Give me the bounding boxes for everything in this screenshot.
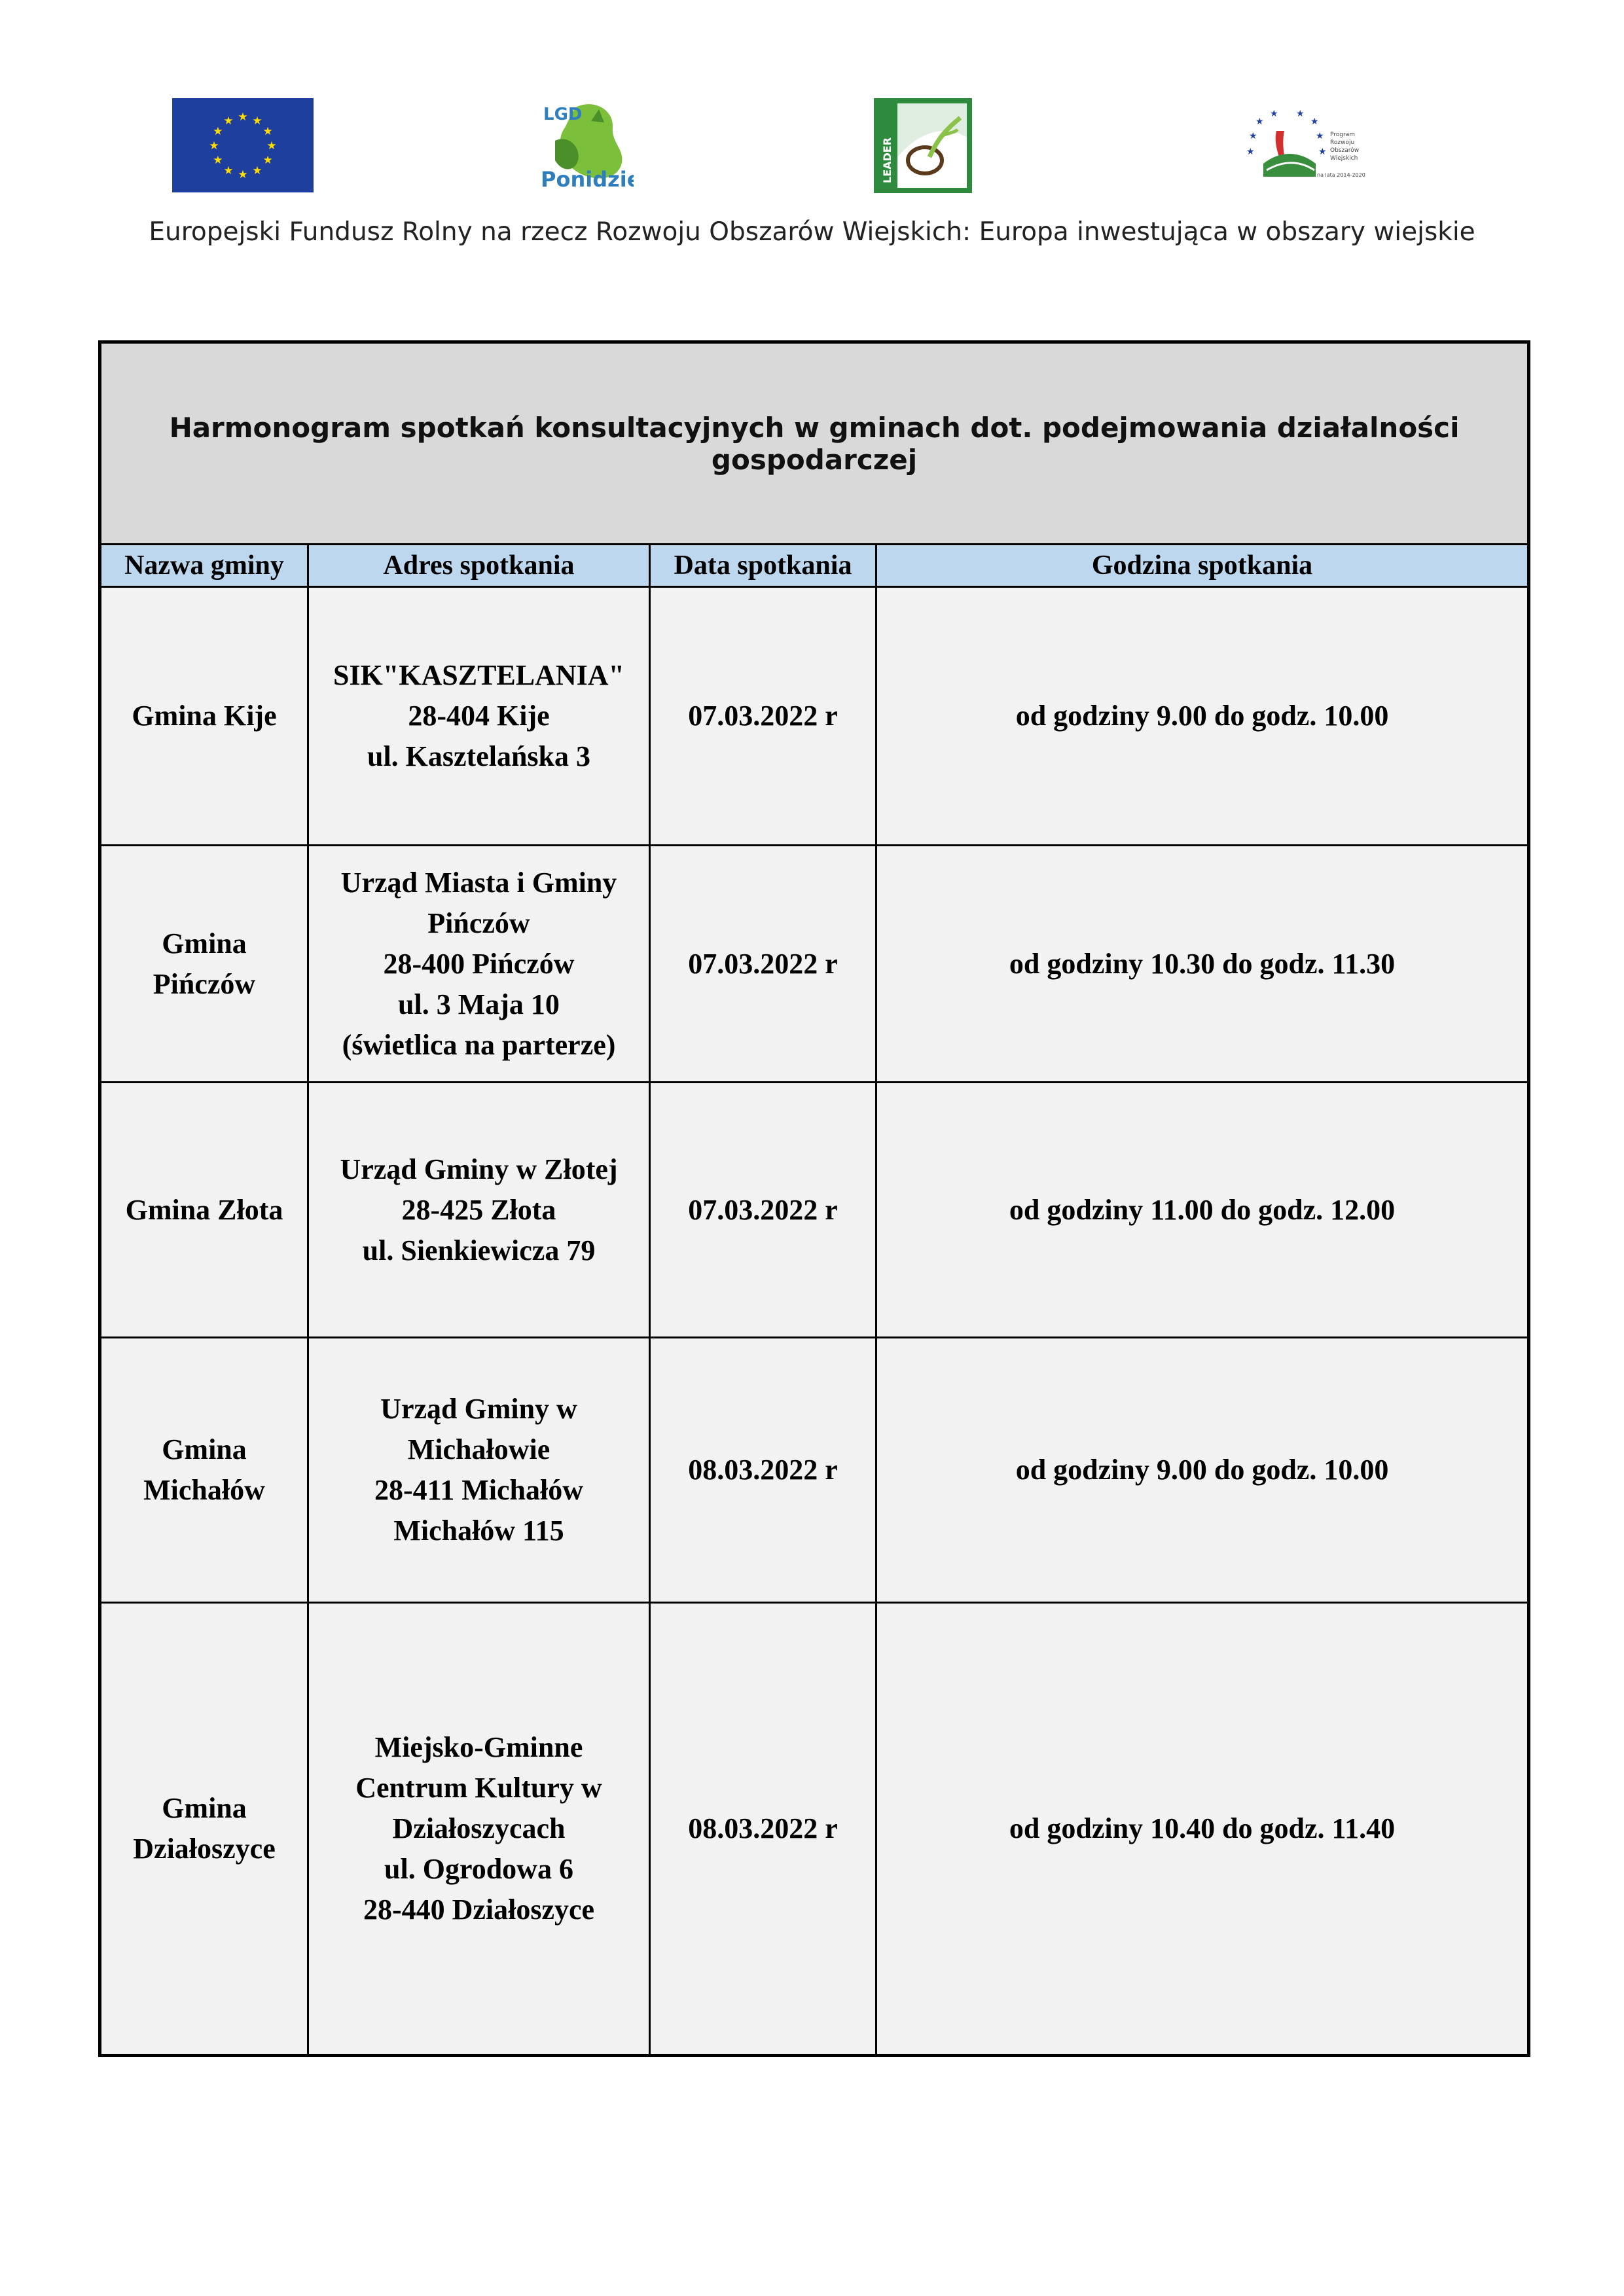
table-row	[100, 1083, 1529, 1338]
address-line: 28-425 Złota	[401, 1193, 556, 1226]
cell-gmina	[100, 587, 308, 846]
address-line: Pińczów	[427, 906, 530, 939]
cell-godzina: od godziny 10.40 do godz. 11.40	[876, 1603, 1529, 2056]
svg-text:★: ★	[1316, 131, 1324, 141]
cell-data: 08.03.2022 r	[650, 1338, 876, 1603]
prow-2014-2020-logo	[1244, 105, 1388, 190]
cell-godzina: od godziny 9.00 do godz. 10.00	[876, 587, 1529, 846]
cell-data: 07.03.2022 r	[650, 587, 876, 846]
eu-star-icon: ★	[223, 114, 234, 128]
prow-text-1: Program	[1330, 132, 1355, 138]
svg-text:★: ★	[1255, 117, 1264, 127]
cell-godzina: od godziny 9.00 do godz. 10.00	[876, 1338, 1529, 1603]
leader-logo	[874, 98, 972, 193]
prow-text-4: Wiejskich	[1330, 155, 1358, 162]
table-row	[100, 846, 1529, 1083]
svg-text:★: ★	[1249, 131, 1257, 141]
eu-star-icon: ★	[262, 125, 273, 138]
address-line: Działoszycach	[392, 1812, 566, 1844]
cell-adres	[308, 846, 650, 1083]
leader-logo-text: LEADER	[881, 137, 893, 183]
address-line: ul. Kasztelańska 3	[367, 740, 591, 772]
address-line: ul. Sienkiewicza 79	[362, 1234, 596, 1266]
gmina-line: Michałów	[143, 1474, 265, 1506]
prow-text-2: Rozwoju	[1330, 139, 1355, 146]
header-adres: Adres spotkania	[308, 545, 650, 587]
cell-godzina: od godziny 11.00 do godz. 12.00	[876, 1083, 1529, 1338]
eu-star-icon: ★	[209, 139, 219, 152]
svg-text:★: ★	[1318, 147, 1327, 157]
svg-text:★: ★	[1270, 109, 1278, 119]
header-godzina: Godzina spotkania	[876, 545, 1529, 587]
lgd-logo-bottom-text: Ponidzie	[541, 167, 634, 192]
cell-data: 08.03.2022 r	[650, 1603, 876, 2056]
gmina-line: Gmina Złota	[125, 1193, 283, 1226]
table-title: Harmonogram spotkań konsultacyjnych w gminach dot. podejmowania działalności gospodarczej	[100, 342, 1529, 545]
address-line: Urząd Miasta i Gminy	[340, 866, 617, 899]
gmina-line: Pińczów	[153, 967, 256, 1000]
lgd-poniedzie-logo	[529, 95, 634, 196]
gmina-line: Gmina	[162, 1433, 247, 1465]
address-line: ul. 3 Maja 10	[398, 988, 560, 1020]
eu-star-icon: ★	[252, 114, 262, 128]
address-line: (świetlica na parterze)	[342, 1028, 616, 1061]
cell-gmina	[100, 1603, 308, 2056]
cell-gmina	[100, 1083, 308, 1338]
logo-strip	[0, 0, 1624, 209]
table-row	[100, 587, 1529, 846]
svg-text:★: ★	[1296, 109, 1305, 119]
lgd-logo-top-text: LGD	[543, 105, 583, 124]
gmina-line: Gmina	[162, 1792, 247, 1824]
cell-adres	[308, 1338, 650, 1603]
cell-gmina	[100, 1338, 308, 1603]
eu-star-icon: ★	[213, 154, 223, 167]
svg-text:★: ★	[1246, 147, 1255, 157]
eu-star-icon: ★	[262, 154, 273, 167]
address-line: 28-411 Michałów	[374, 1474, 583, 1506]
cell-adres	[308, 1603, 650, 2056]
svg-text:★: ★	[1310, 117, 1319, 127]
eu-star-icon: ★	[266, 139, 277, 152]
eu-star-icon: ★	[213, 125, 223, 138]
schedule-table	[98, 340, 1530, 2057]
gmina-line: Działoszyce	[133, 1833, 276, 1865]
header-row	[100, 545, 1529, 587]
gmina-line: Gmina Kije	[132, 700, 277, 732]
table-row	[100, 1338, 1529, 1603]
eu-star-icon: ★	[238, 111, 248, 124]
fund-caption: Europejski Fundusz Rolny na rzecz Rozwoju Obszarów Wiejskich: Europa inwestująca w obszary wiejskie	[149, 217, 1475, 247]
address-line: Michałów 115	[393, 1515, 564, 1547]
cell-adres	[308, 1083, 650, 1338]
address-line: 28-400 Pińczów	[383, 947, 575, 980]
header-gmina: Nazwa gminy	[100, 545, 308, 587]
cell-gmina	[100, 846, 308, 1083]
eu-star-icon: ★	[238, 168, 248, 181]
address-line: Miejsko-Gminne	[374, 1731, 583, 1763]
address-line: Urząd Gminy w Złotej	[340, 1153, 618, 1185]
cell-adres	[308, 587, 650, 846]
table-row	[100, 1603, 1529, 2056]
gmina-line: Gmina	[162, 927, 247, 960]
address-line: Centrum Kultury w	[355, 1772, 602, 1804]
cell-data: 07.03.2022 r	[650, 1083, 876, 1338]
header-data: Data spotkania	[650, 545, 876, 587]
cell-godzina: od godziny 10.30 do godz. 11.30	[876, 846, 1529, 1083]
address-line: 28-404 Kije	[408, 700, 550, 732]
address-line: 28-440 Działoszyce	[363, 1893, 595, 1926]
eu-star-icon: ★	[223, 164, 234, 178]
address-line: SIK"KASZTELANIA"	[333, 659, 624, 691]
address-line: Michałowie	[407, 1433, 550, 1465]
eu-star-icon: ★	[252, 164, 262, 178]
address-line: Urząd Gminy w	[380, 1393, 577, 1425]
cell-data: 07.03.2022 r	[650, 846, 876, 1083]
prow-text-3: Obszarów	[1330, 147, 1360, 154]
eu-flag-icon	[172, 98, 314, 192]
address-line: ul. Ogrodowa 6	[384, 1853, 573, 1885]
prow-text-5: na lata 2014-2020	[1317, 172, 1365, 178]
